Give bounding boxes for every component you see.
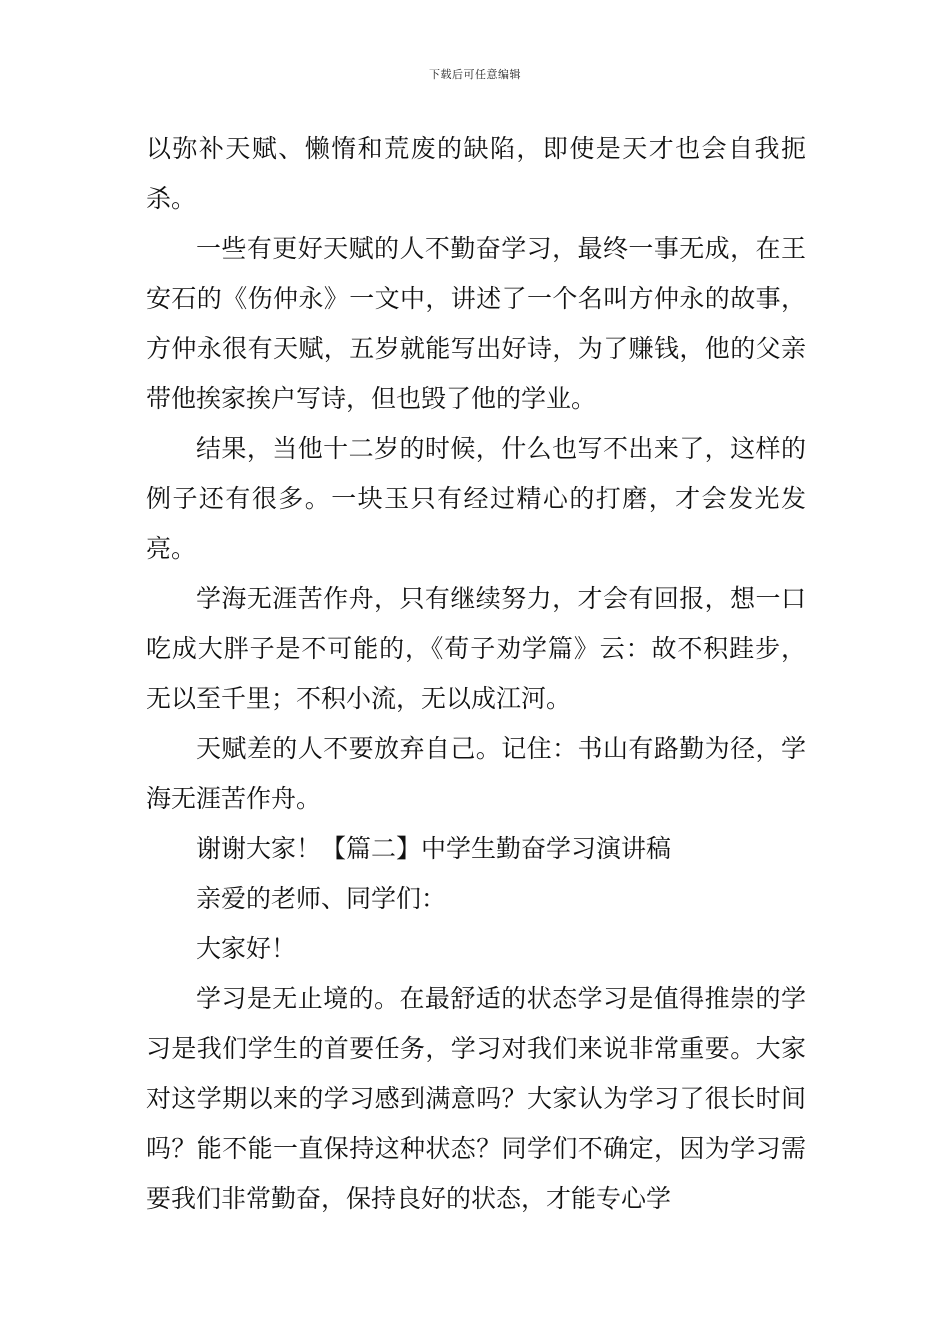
paragraph: 以弥补天赋、懒惰和荒废的缺陷，即使是天才也会自我扼杀。: [146, 134, 806, 213]
document-body: [146, 124, 806, 1224]
section-heading-line: 谢谢大家！【篇二】中学生勤奋学习演讲稿: [196, 834, 672, 863]
page-header: 下载后可任意编辑: [429, 68, 521, 81]
greeting: 大家好！: [196, 934, 297, 963]
paragraph: 一些有更好天赋的人不勤奋学习，最终一事无成，在王安石的《伤仲永》一文中，讲述了一个名叫方仲永的故事，方仲永很有天赋，五岁就能写出好诗，为了赚钱，他的父亲带他挨家挨户写诗，但也毁了他的学业。: [146, 234, 806, 413]
paragraph: 学习是无止境的。在最舒适的状态学习是值得推崇的学习是我们学生的首要任务，学习对我们来说非常重要。大家对这学期以来的学习感到满意吗？大家认为学习了很长时间吗？能不能一直保持这种状态？同学们不确定，因为学习需要我们非常勤奋，保持良好的状态，才能专心学: [146, 984, 806, 1213]
paragraph: 天赋差的人不要放弃自己。记住：书山有路勤为径，学海无涯苦作舟。: [146, 734, 806, 813]
salutation: 亲爱的老师、同学们：: [196, 884, 447, 913]
paragraph: 学海无涯苦作舟，只有继续努力，才会有回报，想一口吃成大胖子是不可能的，《荀子劝学篇》云：故不积跬步，无以至千里；不积小流，无以成江河。: [146, 584, 806, 713]
paragraph: 结果，当他十二岁的时候，什么也写不出来了，这样的例子还有很多。一块玉只有经过精心的打磨，才会发光发亮。: [146, 434, 806, 563]
